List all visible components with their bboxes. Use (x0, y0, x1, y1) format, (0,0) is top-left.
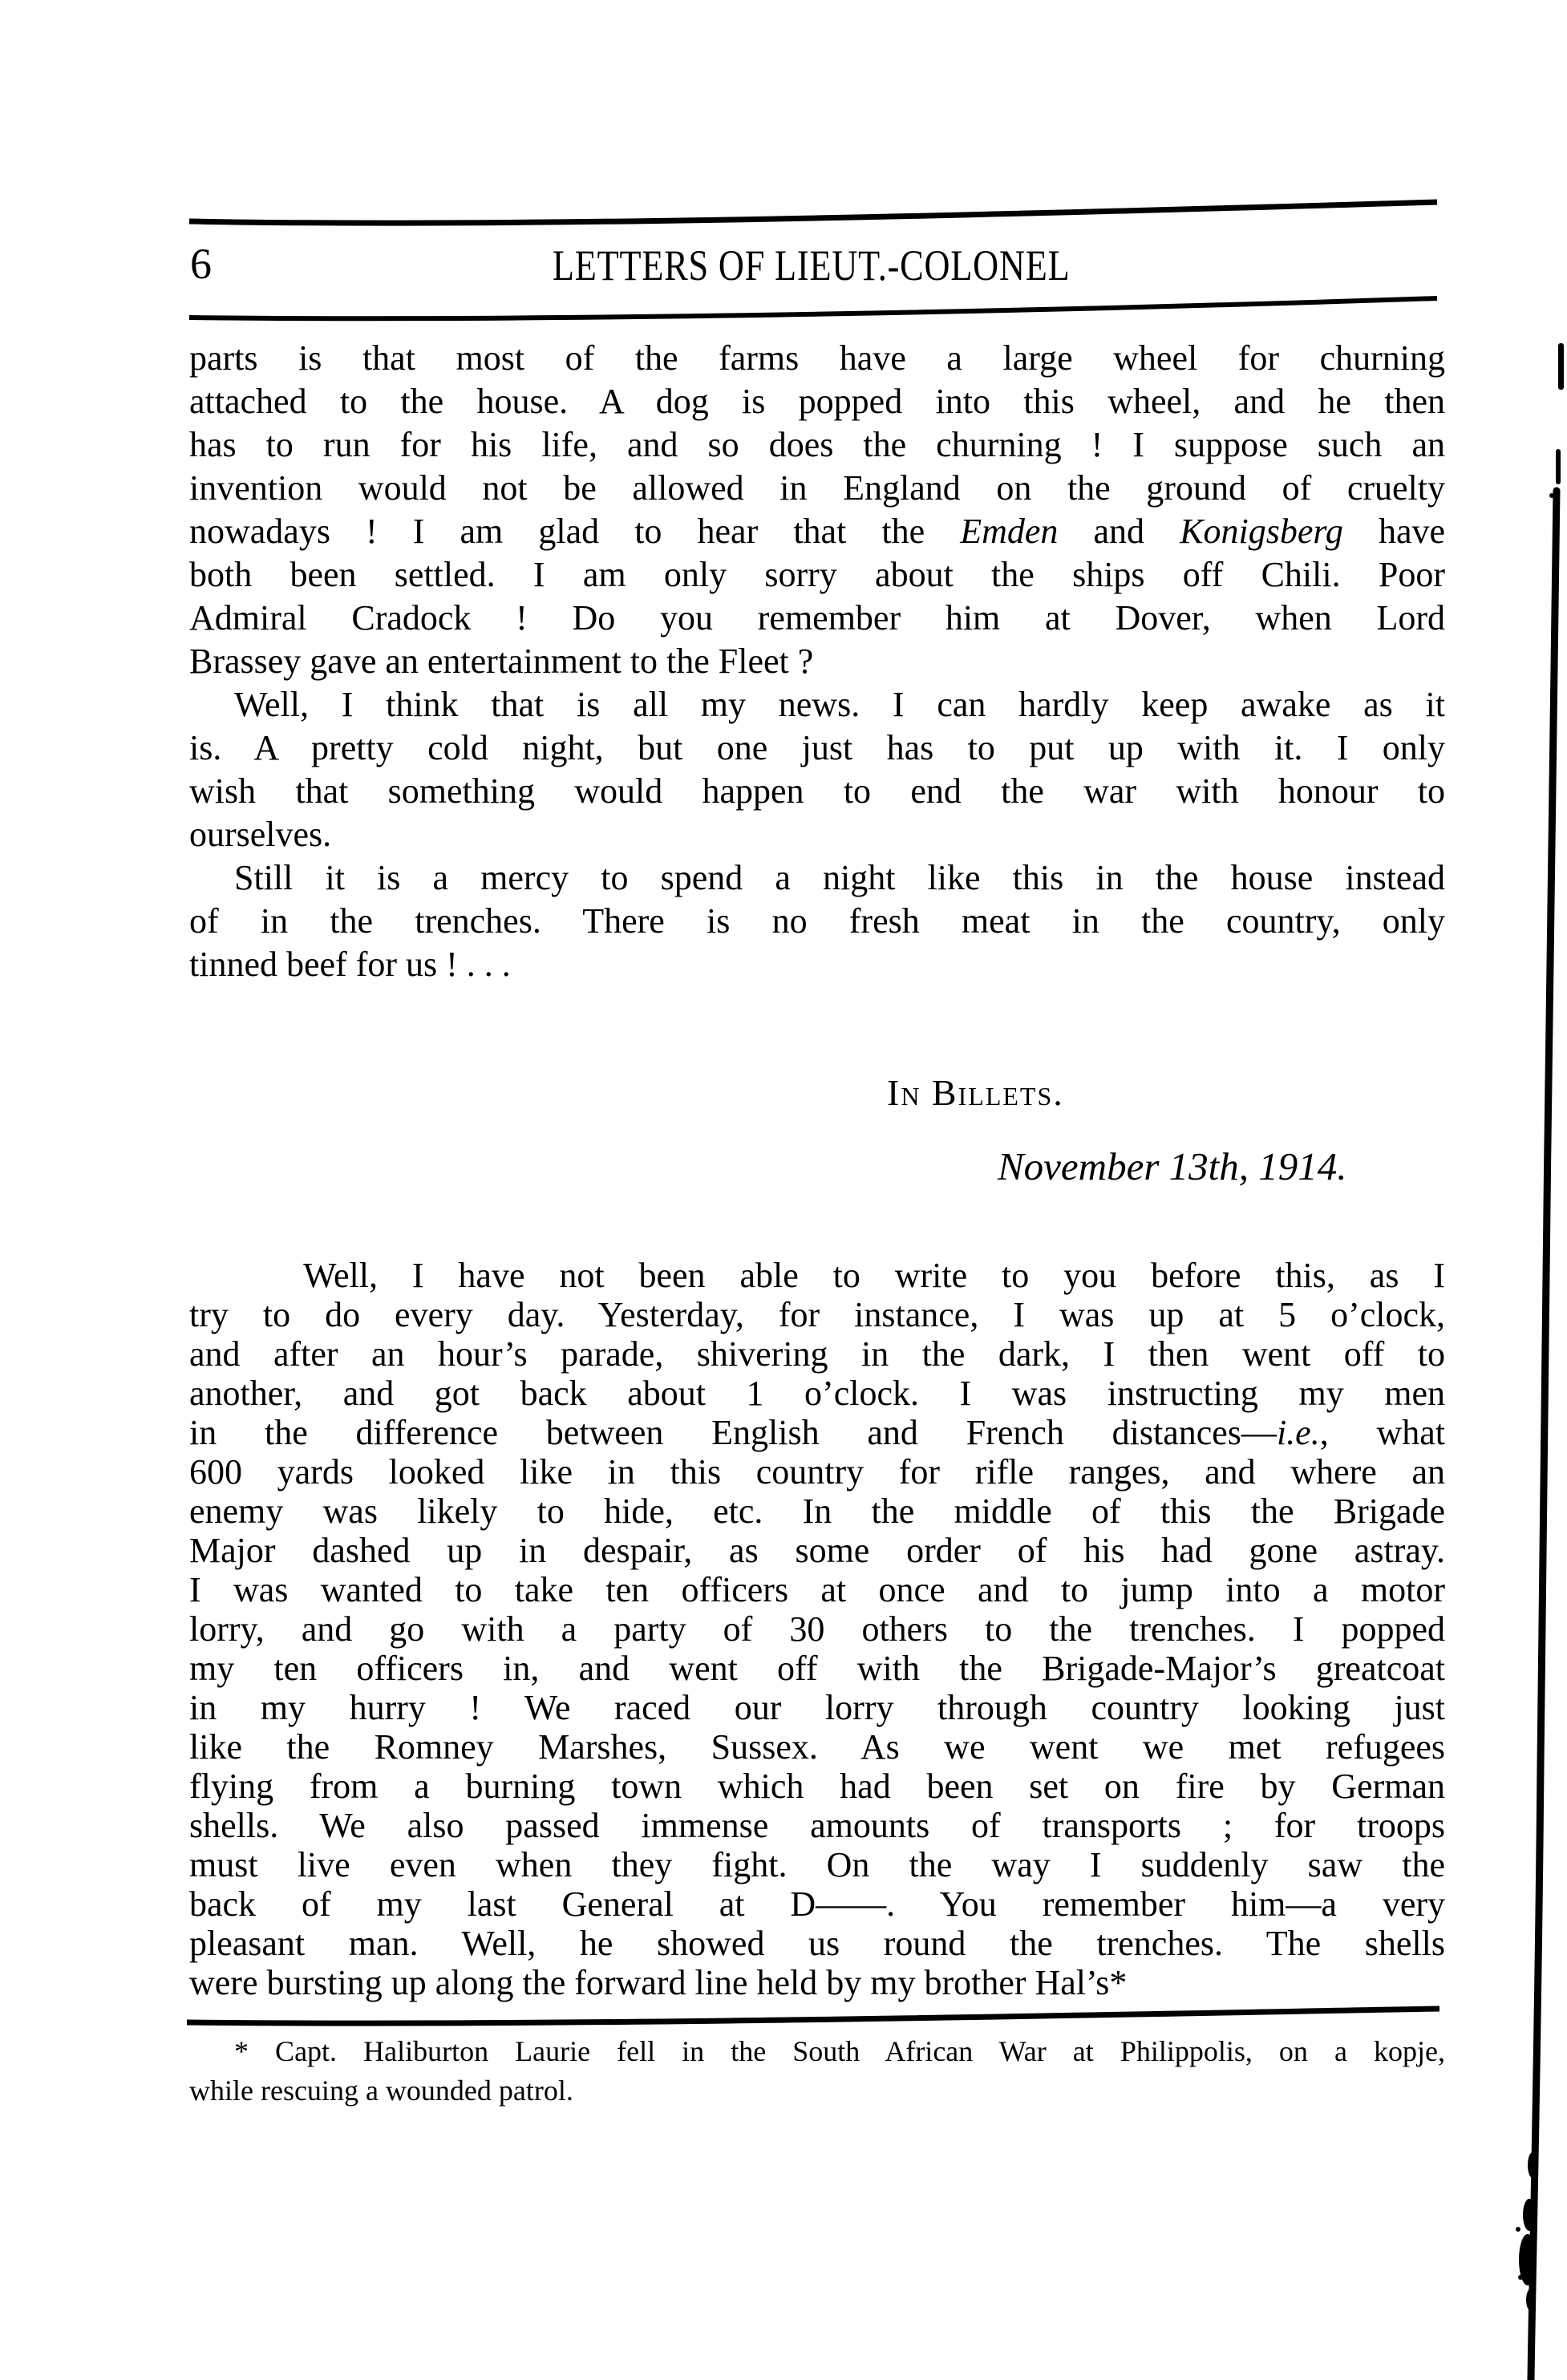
text-segment: , what (1319, 1413, 1446, 1452)
text-segment: my ten officers in, and went off with the Brigade-Major’s greatcoat (189, 1649, 1445, 1688)
text-segment: in the difference between English and French distances— (189, 1413, 1277, 1452)
text-line (189, 510, 1445, 553)
text-line (189, 1295, 1445, 1334)
text-segment: another, and got back about 1 o’clock. I was instructing my men (189, 1374, 1445, 1413)
text-line (189, 1767, 1445, 1806)
text-line (189, 727, 1445, 770)
text-line (189, 1884, 1445, 1924)
text-segment: Major dashed up in despair, as some order of his had gone astray. (189, 1531, 1445, 1570)
text-line-paragraph-end (189, 813, 1445, 856)
text-segment: shells. We also passed immense amounts of transports ; for troops (189, 1806, 1445, 1845)
footnote-line (189, 2071, 1445, 2111)
text-segment: have (1342, 512, 1446, 551)
text-line (189, 1806, 1445, 1845)
scan-artifact-blob-4 (1526, 2289, 1536, 2311)
text-line (189, 770, 1445, 813)
text-line (189, 1531, 1445, 1570)
text-line-paragraph-end (189, 943, 1445, 986)
text-line (189, 900, 1445, 943)
scan-artifact-speck-2 (1518, 2275, 1523, 2280)
body-text-block-2 (189, 1256, 1445, 2002)
text-segment: * Capt. Haliburton Laurie fell in the South African War at Philippolis, on a kopje, (234, 2035, 1445, 2067)
text-line (189, 597, 1445, 640)
text-line (189, 1492, 1445, 1531)
text-segment: like the Romney Marshes, Sussex. As we went we met refugees (189, 1727, 1445, 1767)
text-segment: is. A pretty cold night, but one just has to put up with it. I only (189, 728, 1445, 767)
text-line (189, 1452, 1445, 1492)
body-text-block-1 (189, 337, 1445, 986)
text-segment: flying from a burning town which had been set on fire by German (189, 1767, 1445, 1806)
italic-segment-ship-name: Konigsberg (1180, 512, 1343, 551)
text-line (189, 1924, 1445, 1963)
text-line (189, 1374, 1445, 1413)
footnote-line (189, 2032, 1445, 2071)
text-line (189, 1727, 1445, 1767)
text-line-paragraph-start (189, 856, 1445, 900)
footnote-rule (187, 2009, 1439, 2023)
text-segment: Well, I have not been able to write to you before this, as I (303, 1256, 1445, 1295)
text-line (189, 1649, 1445, 1688)
text-line (189, 467, 1445, 510)
section-dateline: November 13th, 1914. (998, 1144, 1347, 1188)
header-rule-bottom (189, 298, 1437, 318)
text-line-paragraph-end (189, 640, 1445, 683)
text-segment: enemy was likely to hide, etc. In the middle of this the Brigade (189, 1492, 1445, 1531)
section-heading: In Billets. (887, 1072, 1064, 1113)
text-line (189, 1570, 1445, 1609)
scan-artifact-edge-line (1531, 491, 1557, 2380)
text-segment: I was wanted to take ten officers at once and to jump into a motor (189, 1570, 1445, 1609)
text-line-paragraph-end (189, 1963, 1445, 2002)
text-segment: back of my last General at D——. You remember him—a very (189, 1884, 1445, 1924)
text-segment: were bursting up along the forward line held by my brother Hal’s* (189, 1963, 1128, 2002)
text-line (189, 1413, 1445, 1452)
text-segment: Well, I think that is all my news. I can hardly keep awake as it (234, 685, 1445, 724)
text-segment: pleasant man. Well, he showed us round the trenches. The shells (189, 1924, 1445, 1963)
scan-artifact-blob-1 (1528, 2152, 1537, 2178)
italic-segment-ship-name: Emden (960, 512, 1059, 551)
text-segment: nowadays ! I am glad to hear that the (189, 512, 961, 551)
text-line (189, 337, 1445, 380)
running-header (187, 241, 1435, 290)
scan-artifact-tick-2 (1556, 449, 1561, 484)
text-segment: 600 yards looked like in this country for rifle ranges, and where an (189, 1452, 1445, 1492)
scan-artifact-tick-1 (1558, 343, 1564, 390)
text-segment: both been settled. I am only sorry about the ships off Chili. Poor (189, 555, 1445, 594)
text-line (189, 423, 1445, 467)
text-line (189, 1845, 1445, 1884)
text-segment: wish that something would happen to end the war with honour to (189, 771, 1445, 811)
text-line (189, 1688, 1445, 1727)
text-line-paragraph-start (189, 683, 1445, 727)
text-segment: and (1058, 512, 1180, 551)
text-segment: must live even when they fight. On the way I suddenly saw the (189, 1845, 1445, 1884)
text-line (189, 1609, 1445, 1649)
text-segment: lorry, and go with a party of 30 others to the trenches. I popped (189, 1609, 1445, 1649)
header-rule-top (189, 202, 1437, 223)
text-segment: Brassey gave an entertainment to the Fleet ? (189, 642, 814, 681)
text-segment: Admiral Cradock ! Do you remember him at Dover, when Lord (189, 598, 1445, 638)
text-line (189, 1334, 1445, 1374)
scan-artifact-speck-1 (1516, 2227, 1520, 2232)
text-segment: of in the trenches. There is no fresh meat in the country, only (189, 901, 1445, 941)
running-header-title: LETTERS OF LIEUT.-COLONEL (552, 241, 1071, 289)
text-segment: attached to the house. A dog is popped into this wheel, and he then (189, 382, 1445, 421)
italic-segment-ie: i.e. (1276, 1413, 1320, 1452)
footnote-block (189, 2032, 1445, 2111)
text-segment: has to run for his life, and so does the churning ! I suppose such an (189, 425, 1445, 464)
text-segment: try to do every day. Yesterday, for instance, I was up at 5 o’clock, (189, 1295, 1445, 1334)
text-segment: in my hurry ! We raced our lorry through country looking just (189, 1688, 1445, 1727)
text-line-paragraph-start (189, 1256, 1445, 1295)
text-segment: tinned beef for us ! . . . (189, 945, 511, 984)
text-line (189, 553, 1445, 597)
page-number: 6 (190, 240, 212, 288)
text-segment: parts is that most of the farms have a large wheel for churning (189, 338, 1445, 378)
text-segment: and after an hour’s parade, shivering in the dark, I then went off to (189, 1334, 1445, 1374)
text-segment: while rescuing a wounded patrol. (189, 2074, 573, 2107)
text-segment: Still it is a mercy to spend a night like this in the house instead (234, 858, 1445, 897)
scan-artifact-blob-2 (1523, 2199, 1536, 2231)
text-segment: invention would not be allowed in England on the ground of cruelty (189, 468, 1445, 508)
text-segment: ourselves. (189, 815, 332, 854)
text-line (189, 380, 1445, 423)
